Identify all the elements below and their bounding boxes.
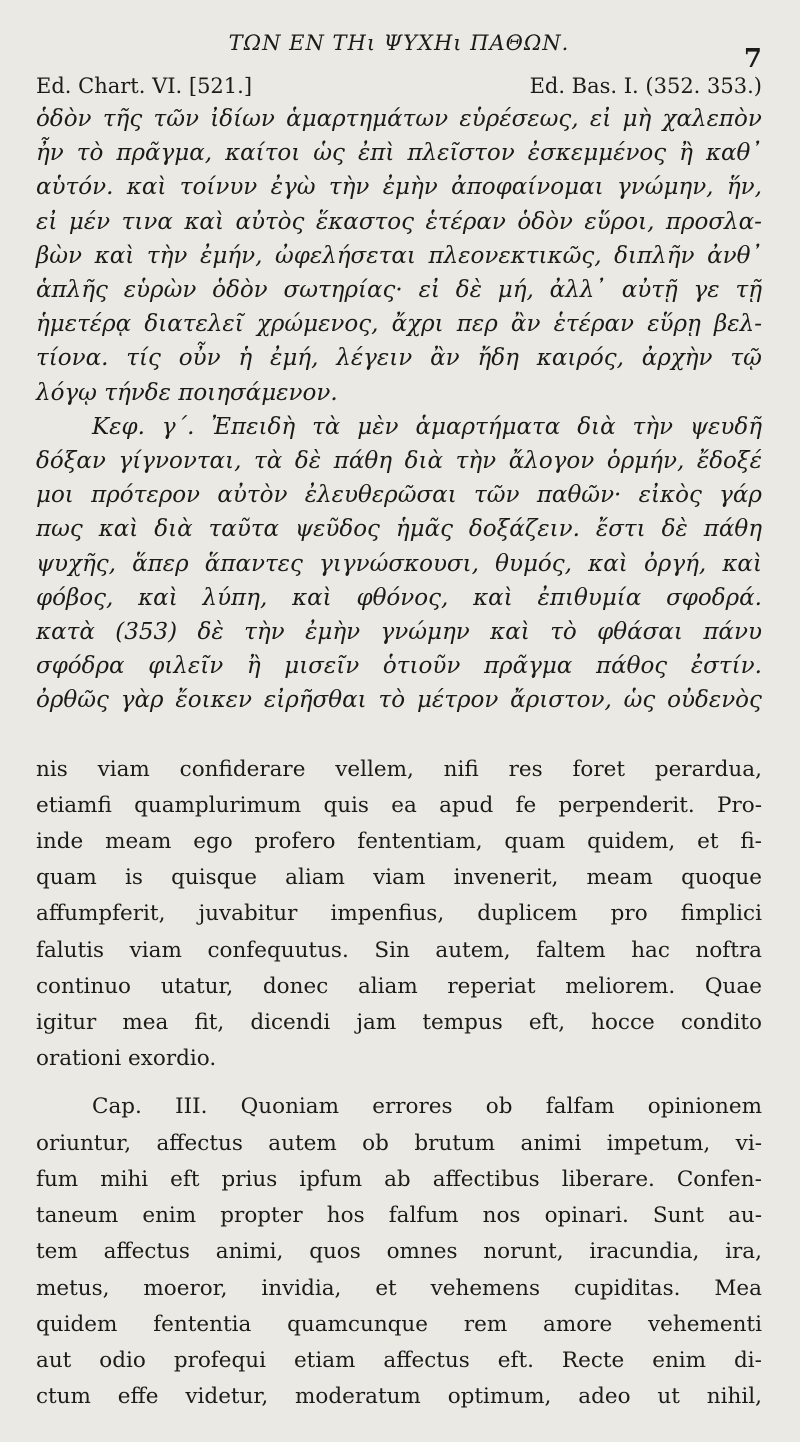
edition-left: Ed. Chart. VI. [521.] <box>36 74 253 98</box>
text-line: fum mihi eft prius ipfum ab affectibus liberare. Confen- <box>36 1166 762 1192</box>
text-line: quidem fententia quamcunque rem amore vehementi <box>36 1311 762 1337</box>
text-line: ὁδὸν τῆς τῶν ἰδίων ἁμαρτημάτων εὑρέσεως, εἰ μὴ χαλεπὸν <box>36 106 762 132</box>
paragraph-gap <box>36 1077 762 1089</box>
page-number: 7 <box>743 44 762 74</box>
text-line: tem affectus animi, quos omnes norunt, iracundia, ira, <box>36 1239 762 1265</box>
text-line: δόξαν γίγνονται, τὰ δὲ πάθη διὰ τὴν ἄλογον ὁρμήν, ἔδοξέ <box>36 448 762 475</box>
text-line: affumpferit, juvabitur impenfius, duplicem pro fimplici <box>36 901 762 927</box>
latin-paragraph-2 <box>36 1089 762 1415</box>
edition-line <box>36 72 762 100</box>
text-line: ἦν τὸ πρᾶγμα, καίτοι ὡς ἐπὶ πλεῖστον ἐσκεμμένος ἢ καθ᾽ <box>36 140 762 167</box>
text-line: μοι πρότερον αὐτὸν ἐλευθερῶσαι τῶν παθῶν· εἰκὸς γάρ <box>36 482 762 509</box>
latin-paragraph-1 <box>36 752 762 1078</box>
text-line: igitur mea fit, dicendi jam tempus eft, hocce condito <box>36 1010 762 1036</box>
text-line: αὑτόν. καὶ τοίνυν ἐγὼ τὴν ἐμὴν ἀποφαίνομαι γνώμην, ἥν, <box>36 174 762 201</box>
text-line: quam is quisque aliam viam invenerit, meam quoque <box>36 865 762 891</box>
text-line: ἁπλῆς εὑρὼν ὁδὸν σωτηρίας· εἰ δὲ μή, ἀλλ᾽ αὐτῇ γε τῇ <box>36 277 762 304</box>
text-line: etiamfi quamplurimum quis ea apud fe perpenderit. Pro- <box>36 792 762 818</box>
text-line: aut odio profequi etiam affectus eft. Recte enim di- <box>36 1347 762 1373</box>
text-line: σφόδρα φιλεῖν ἢ μισεῖν ὁτιοῦν πρᾶγμα πάθος ἐστίν. <box>36 653 762 680</box>
text-line: λόγῳ τήνδε ποιησάμενον. <box>36 379 338 406</box>
text-line: metus, moeror, invidia, et vehemens cupiditas. Mea <box>36 1275 762 1301</box>
text-line: πως καὶ διὰ ταῦτα ψεῦδος ἡμᾶς δοξάζειν. ἔστι δὲ πάθη <box>36 516 762 543</box>
text-line: ὀρθῶς γὰρ ἔοικεν εἰρῆσθαι τὸ μέτρον ἄριστον, ὡς οὐδενὸς <box>36 687 762 714</box>
text-line: φόβος, καὶ λύπη, καὶ φθόνος, καὶ ἐπιθυμία σφοδρά. <box>36 584 762 611</box>
text-line: κατὰ (353) δὲ τὴν ἐμὴν γνώμην καὶ τὸ φθάσαι πάνυ <box>36 619 762 646</box>
text-line: τίονα. τίς οὖν ἡ ἐμή, λέγειν ἂν ἤδη καιρός, ἀρχὴν τῷ <box>36 345 762 372</box>
text-line: falutis viam confequutus. Sin autem, faltem hac noftra <box>36 937 762 963</box>
text-line: continuo utatur, donec aliam reperiat meliorem. Quae <box>36 973 762 999</box>
text-line: Κεφ. γ΄. Ἐπειδὴ τὰ μὲν ἁμαρτήματα διὰ τὴν ψευδῆ <box>92 413 762 440</box>
text-line: nis viam confiderare vellem, nifi res foret perardua, <box>36 756 762 782</box>
text-line: Cap. III. Quoniam errores ob falfam opinionem <box>92 1094 762 1120</box>
text-line: ψυχῆς, ἅπερ ἅπαντες γιγνώσκουσι, θυμός, καὶ ὀργή, καὶ <box>36 550 762 577</box>
text-line: ἡμετέρᾳ διατελεῖ χρώμενος, ἄχρι περ ἂν ἑτέραν εὕρῃ βελ- <box>36 311 762 338</box>
text-line: βὼν καὶ τὴν ἐμήν, ὠφελήσεται πλεονεκτικῶς, διπλῆν ἀνθ᾽ <box>36 242 762 269</box>
text-line: εἰ μέν τινα καὶ αὐτὸς ἕκαστος ἑτέραν ὁδὸν εὕροι, προσλα- <box>36 208 762 235</box>
text-line: oriuntur, affectus autem ob brutum animi impetum, vi- <box>36 1130 762 1156</box>
text-line: inde meam ego profero fententiam, quam quidem, et fi- <box>36 829 762 855</box>
text-line: taneum enim propter hos falfum nos opinari. Sunt au- <box>36 1203 762 1229</box>
text-line: ctum effe videtur, moderatum optimum, adeo ut nihil, <box>36 1384 762 1410</box>
running-head: ΤΩΝ ΕΝ ΤΗι ΨΥΧΗι ΠΑΘΩΝ. <box>228 31 570 55</box>
latin-text <box>36 752 762 1416</box>
text-line: orationi exordio. <box>36 1046 217 1072</box>
greek-text <box>36 102 762 718</box>
edition-right: Ed. Bas. I. (352. 353.) <box>529 74 762 98</box>
